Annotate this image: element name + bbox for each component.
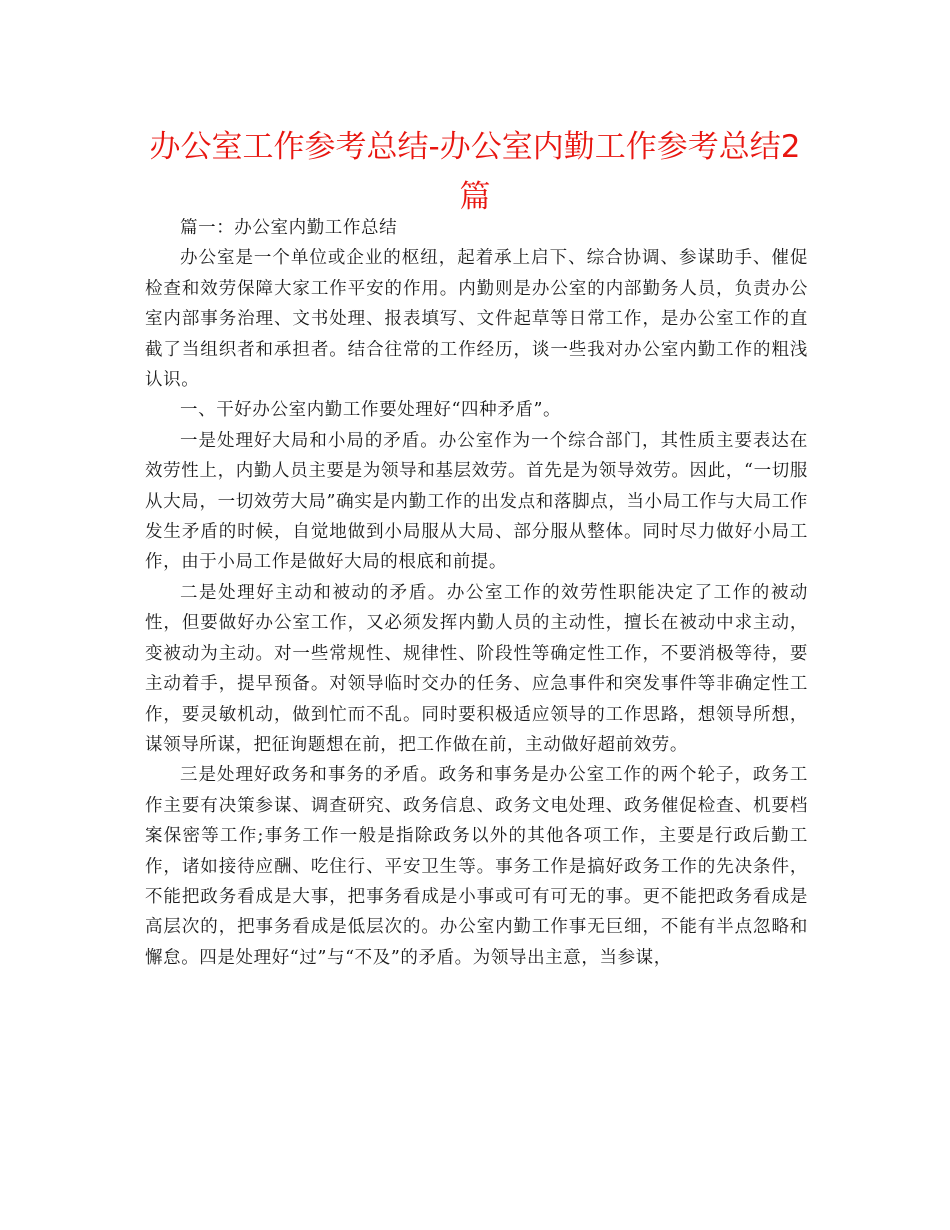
paragraph-point-two: 二是处理好主动和被动的矛盾。办公室工作的效劳性职能决定了工作的被动性，但要做好办公室工作，又必须发挥内勤人员的主动性，擅长在被动中求主动，变被动为主动。对一些常规性、规律性、阶段性等确定性工作，不要消极等待，要主动着手，提早预备。对领导临时交办的任务、应急事件和突发事件等非确定性工作，要灵敏机动，做到忙而不乱。同时要积极适应领导的工作思路，想领导所想，谋领导所谋，把征询题想在前，把工作做在前，主动做好超前效劳。 [145, 582, 808, 755]
paragraph-point-one: 一是处理好大局和小局的矛盾。办公室作为一个综合部门，其性质主要表达在效劳性上，内勤人员主要是为领导和基层效劳。首先是为领导效劳。因此，“一切服从大局，一切效劳大局”确实是内勤工作的出发点和落脚点，当小局工作与大局工作发生矛盾的时候，自觉地做到小局服从大局、部分服从整体。同时尽力做好小局工作，由于小局工作是做好大局的根底和前提。 [145, 430, 808, 573]
paragraph-four-contradictions: 一、干好办公室内勤工作要处理好“四种矛盾”。 [180, 400, 562, 421]
paragraph-intro: 办公室是一个单位或企业的枢纽，起着承上启下、综合协调、参谋助手、催促检查和效劳保障大家工作平安的作用。内勤则是办公室的内部勤务人员，负责办公室内部事务治理、文书处理、报表填写、文件起草等日常工作，是办公室工作的直截了当组织者和承担者。结合往常的工作经历，谈一些我对办公室内勤工作的粗浅认识。 [145, 248, 808, 391]
document-title: 办公室工作参考总结-办公室内勤工作参考总结2篇 [149, 129, 801, 215]
paragraph-section-heading: 篇一：办公室内勤工作总结 [180, 218, 398, 238]
document-body [145, 213, 808, 973]
paragraph-point-three: 三是处理好政务和事务的矛盾。政务和事务是办公室工作的两个轮子，政务工作主要有决策参谋、调查研究、政务信息、政务文电处理、政务催促检查、机要档案保密等工作;事务工作一般是指除政务以外的其他各项工作，主要是行政后勤工作，诸如接待应酬、吃住行、平安卫生等。事务工作是搞好政务工作的先决条件，不能把政务看成是大事，把事务看成是小事或可有可无的事。更不能把政务看成是高层次的，把事务看成是低层次的。办公室内勤工作事无巨细，不能有半点忽略和懈怠。四是处理好“过”与“不及”的矛盾。为领导出主意，当参谋， [145, 765, 808, 968]
